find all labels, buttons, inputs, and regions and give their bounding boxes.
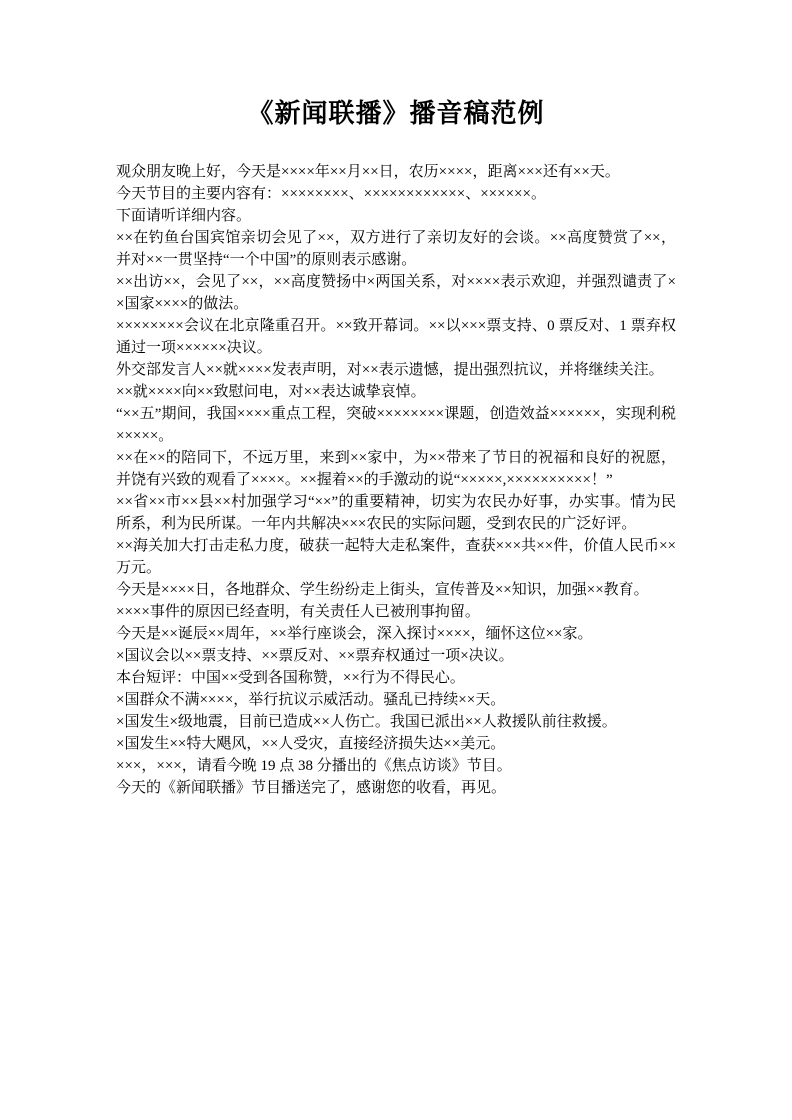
paragraph: ××海关加大打击走私力度，破获一起特大走私案件，查获×××共××件，价值人民币××万元。: [116, 538, 676, 576]
paragraph: 今天节目的主要内容有：××××××××、××××××××××××、××××××。: [116, 186, 546, 202]
document-title: 《新闻联播》播音稿范例: [247, 99, 545, 128]
paragraph: ×国议会以××票支持、××票反对、××票弃权通过一项×决议。: [116, 648, 514, 664]
document-body: [116, 161, 676, 799]
paragraph: ××省××市××县××村加强学习“××”的重要精神，切实为农民办好事，办实事。情为民所系，利为民所谋。一年内共解决×××农民的实际问题，受到农民的广泛好评。: [116, 494, 676, 532]
paragraph: 观众朋友晚上好，今天是××××年××月××日，农历××××，距离×××还有××天。: [116, 164, 620, 180]
paragraph: ×国发生××特大飓风，××人受灾，直接经济损失达××美元。: [116, 736, 506, 752]
paragraph: ××××事件的原因已经查明，有关责任人已被刑事拘留。: [116, 604, 480, 620]
paragraph: 本台短评：中国××受到各国称赞，××行为不得民心。: [116, 670, 465, 686]
paragraph: ×××，×××，请看今晚 19 点 38 分播出的《焦点访谈》节目。: [116, 758, 512, 774]
paragraph: ×国群众不满××××，举行抗议示威活动。骚乱已持续××天。: [116, 692, 506, 708]
paragraph: 今天的《新闻联播》节目播送完了，感谢您的收看，再见。: [116, 780, 507, 796]
paragraph: 下面请听详细内容。: [116, 208, 252, 224]
paragraph: 今天是××诞辰××周年，××举行座谈会，深入探讨××××，缅怀这位××家。: [116, 626, 593, 642]
paragraph: 外交部发言人××就××××发表声明，对××表示遗憾，提出强烈抗议，并将继续关注。: [116, 362, 664, 378]
paragraph: ××出访××，会见了××，××高度赞扬中×两国关系，对××××表示欢迎，并强烈谴责了××国家××××的做法。: [116, 274, 676, 312]
paragraph: ×国发生×级地震，目前已造成××人伤亡。我国已派出××人救援队前往救援。: [116, 714, 617, 730]
paragraph: 今天是××××日，各地群众、学生纷纷走上街头，宣传普及××知识，加强××教育。: [116, 582, 649, 598]
paragraph: ××××××××会议在北京隆重召开。××致开幕词。××以×××票支持、0 票反对、1 票弃权通过一项××××××决议。: [116, 318, 676, 356]
paragraph: ××在××的陪同下，不远万里，来到××家中，为××带来了节日的祝福和良好的祝愿，并饶有兴致的观看了××××。××握着××的手激动的说“×××××,××××××××××！”: [116, 450, 676, 488]
paragraph: “××五”期间，我国××××重点工程，突破××××××××课题，创造效益××××××，实现利税×××××。: [116, 406, 676, 444]
paragraph: ××在钓鱼台国宾馆亲切会见了××，双方进行了亲切友好的会谈。××高度赞赏了××，并对××一贯坚持“一个中国”的原则表示感谢。: [116, 230, 676, 268]
paragraph: ××就××××向××致慰问电，对××表达诚挚哀悼。: [116, 384, 426, 400]
